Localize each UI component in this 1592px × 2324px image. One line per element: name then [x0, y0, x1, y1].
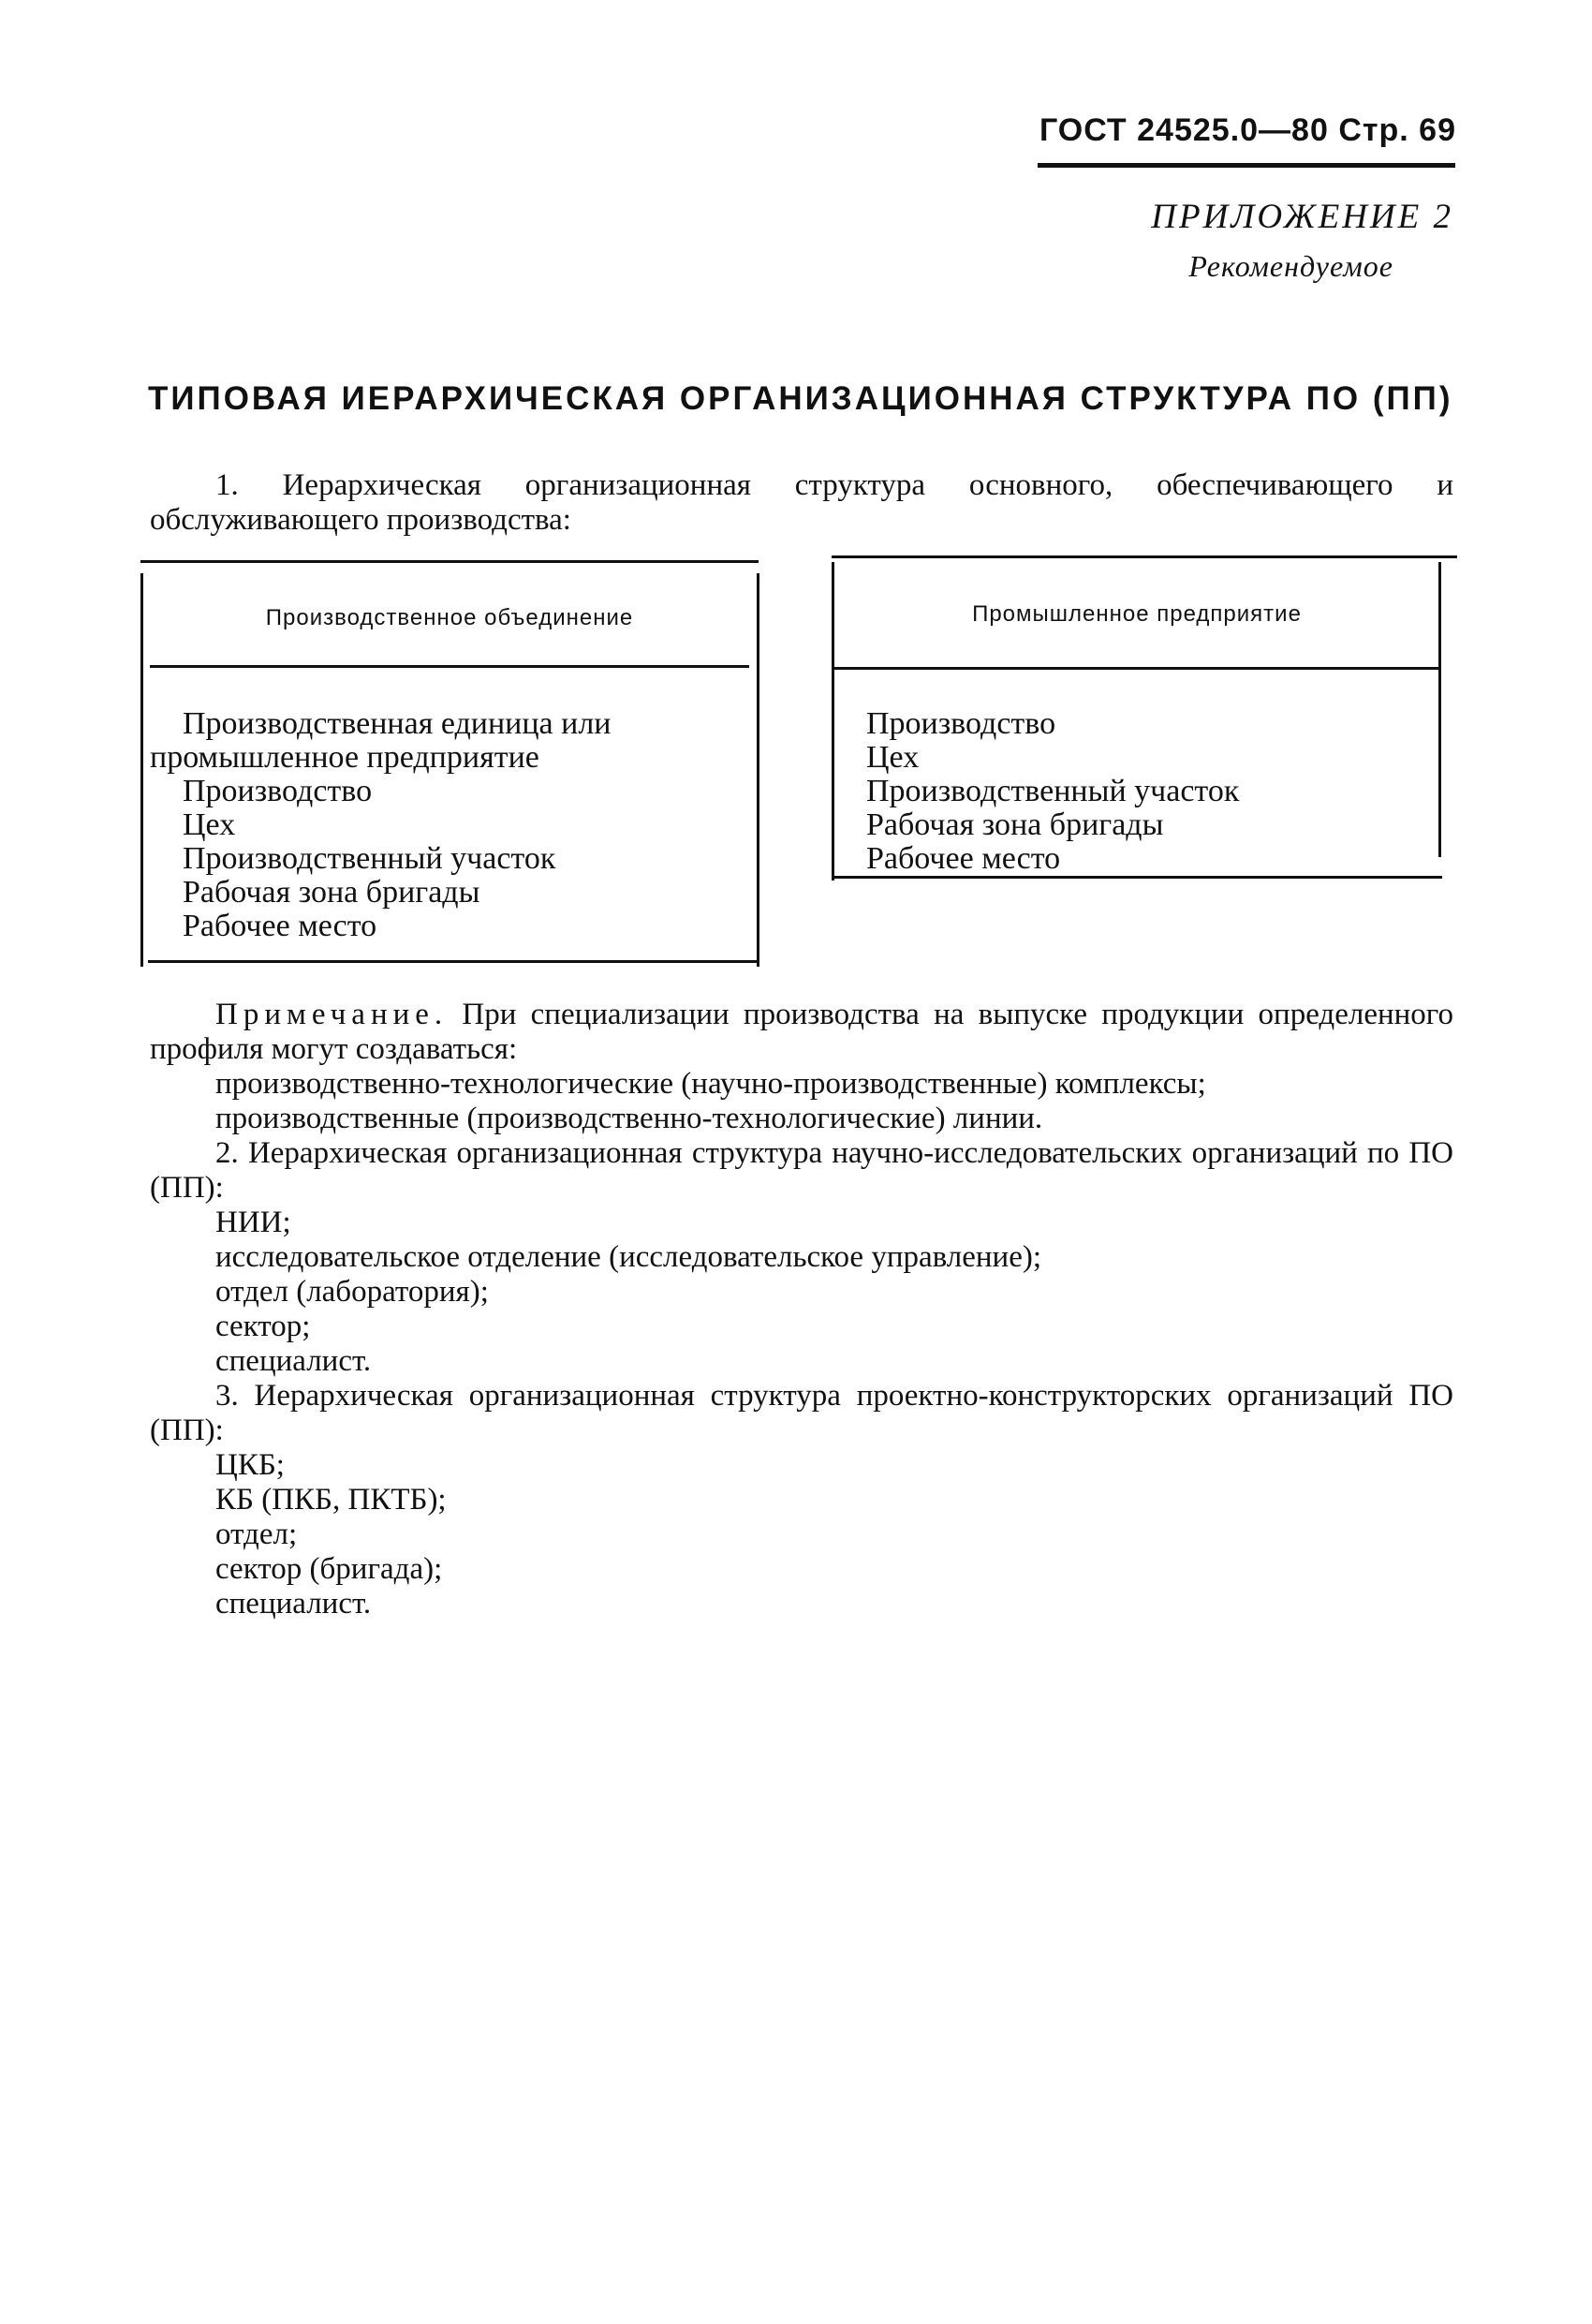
table-left-top-rule [140, 560, 759, 563]
note-paragraph [150, 998, 1453, 1067]
section-3-text: 3. Иерархическая организационная структура проектно-конструкторских организаций ПО (ПП): [150, 1379, 1453, 1447]
appendix-label: ПРИЛОЖЕНИЕ 2 [1151, 198, 1453, 236]
section-3-item-1: ЦКБ; [215, 1448, 285, 1482]
table-right-row-5: Рабочее место [866, 841, 1061, 876]
page-header: ГОСТ 24525.0—80 Стр. 69 [1039, 112, 1456, 148]
table-left-row-7: Рабочее место [183, 909, 377, 943]
note-item-2: производственные (производственно-технологические) линии. [215, 1102, 1043, 1135]
table-right-header-rule [832, 667, 1438, 670]
note-block [150, 998, 1453, 1621]
table-right-row-1: Производство [866, 706, 1056, 741]
table-left-row-5: Производственный участок [183, 841, 556, 876]
table-left-row-6: Рабочая зона бригады [183, 875, 480, 910]
table-right-top-rule [832, 555, 1457, 558]
section-2-item-3: отдел (лаборатория); [215, 1275, 489, 1309]
table-left-row-2: промышленное предприятие [150, 740, 539, 775]
section-2-item-4: сектор; [215, 1310, 311, 1343]
section-3-item-2: КБ (ПКБ, ПКТБ); [215, 1483, 447, 1517]
table-left-bottom-rule [148, 960, 757, 963]
note-text: При специализации производства на выпуске продукции определенного профиля могут создаваться: [150, 998, 1453, 1066]
section-3-item-3: отдел; [215, 1517, 298, 1551]
table-left-header: Производственное объединение [265, 605, 634, 630]
note-item-1: производственно-технологические (научно-производственные) комплексы; [215, 1067, 1206, 1101]
table-right-bottom-rule [832, 876, 1442, 879]
table-left-header-rule [150, 665, 749, 668]
header-rule [1038, 163, 1455, 168]
table-left-row-1-text: Производственная единица или [183, 706, 612, 741]
table-right-right-border [1438, 562, 1441, 857]
table-left-left-border [140, 573, 143, 967]
table-left-right-border [757, 573, 759, 967]
section-2-item-1: НИИ; [215, 1206, 291, 1239]
section-2-item-5: специалист. [215, 1344, 372, 1378]
section-2-item-2: исследовательское отделение (исследовательское управление); [215, 1240, 1042, 1274]
table-left-row-3: Производство [183, 774, 373, 808]
table-left-row-4: Цех [183, 807, 236, 842]
table-right-row-3: Производственный участок [866, 774, 1240, 808]
table-right-left-border [832, 562, 834, 881]
section-2-text: 2. Иерархическая организационная структура научно-исследовательских организаций по ПО (ПП): [150, 1136, 1453, 1205]
appendix-status: Рекомендуемое [1188, 249, 1393, 283]
table-left-row-1 [183, 707, 749, 741]
section-1-text: 1. Иерархическая организационная структура основного, обеспечивающего и обслуживающего производства: [150, 468, 1453, 537]
section-3-item-4: сектор (бригада); [215, 1552, 443, 1586]
document-title: ТИПОВАЯ ИЕРАРХИЧЕСКАЯ ОРГАНИЗАЦИОННАЯ СТРУКТУРА ПО (ПП) [148, 380, 1453, 417]
table-right-header: Промышленное предприятие [972, 601, 1302, 627]
section-3-item-5: специалист. [215, 1587, 372, 1621]
table-right-row-4: Рабочая зона бригады [866, 807, 1164, 842]
table-right-row-2: Цех [866, 740, 920, 775]
note-label: Примечание. [215, 998, 449, 1031]
